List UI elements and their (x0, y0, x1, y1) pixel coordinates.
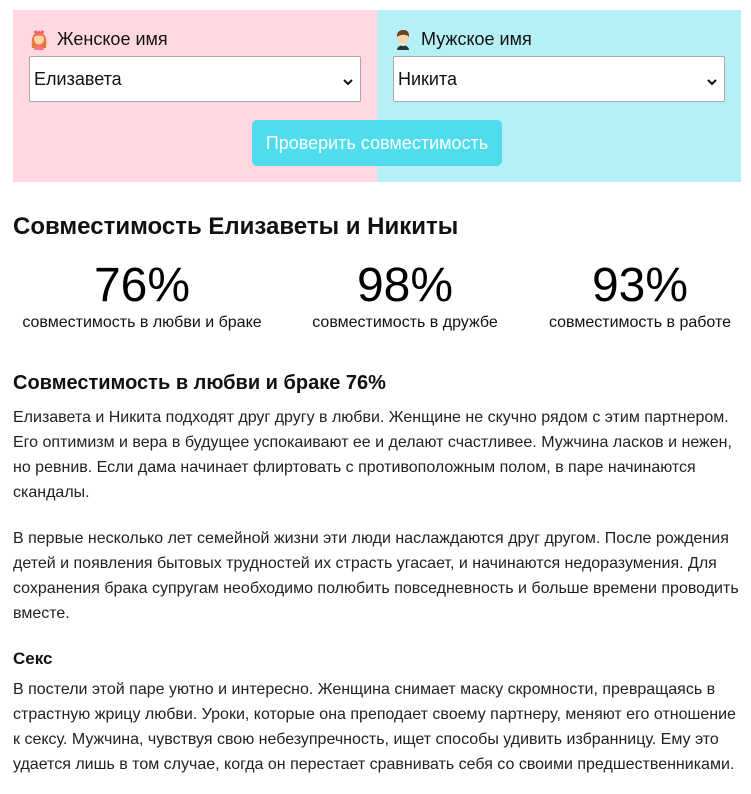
chevron-down-icon (706, 72, 718, 84)
boy-icon (393, 28, 413, 50)
male-name-label-text: Мужское имя (421, 28, 532, 49)
friendship-compatibility-stat (290, 258, 520, 332)
love-paragraph: Елизавета и Никита подходят друг другу в любви. Женщине не скучно рядом с этим партнером. Его оптимизм и вера в будущее успокаивают ее и делают счастливее. Мужчина ласков и нежен, но ревнив. Если дама начинает флиртовать с противоположным полом, в паре начинаются скандалы. (13, 409, 732, 501)
female-name-label (29, 28, 168, 50)
male-name-label (393, 28, 532, 50)
name-selector-panel (13, 10, 741, 182)
sex-section-title: Секс (13, 649, 53, 668)
love-paragraph: В первые несколько лет семейной жизни эти люди наслаждаются друг другом. После рождения детей и появления бытовых трудностей их страсть угасает, и начинаются недоразумения. Для сохранения брака супругам необходимо полюбить повседневность и больше времени проводить вместе. (13, 530, 739, 622)
love-compatibility-caption: совместимость в любви и браке (22, 314, 262, 331)
check-compatibility-button[interactable]: Проверить совместимость (252, 120, 502, 166)
love-compatibility-value: 76% (93, 259, 191, 312)
result-title: Совместимость Елизаветы и Никиты (13, 213, 459, 240)
chevron-down-icon (342, 72, 354, 84)
love-section-title: Совместимость в любви и браке 76% (13, 372, 386, 394)
male-name-selected-value: Никита (398, 68, 458, 89)
work-compatibility-stat (540, 258, 740, 332)
friendship-compatibility-value: 98% (356, 259, 454, 312)
sex-paragraph: В постели этой паре уютно и интересно. Женщина снимает маску скромности, превращаясь в страстную жрицу любви. Уроки, которые она преподает своему партнеру, меняют его отношение к сексу. Мужчина, чувствуя свою небезупречность, ищет способы удивить избранницу. Ему это удается лишь в том случае, когда он перестает сравнивать себя со своими предшественниками. (13, 681, 736, 773)
friendship-compatibility-caption: совместимость в дружбе (312, 314, 498, 331)
female-name-label-text: Женское имя (57, 28, 168, 49)
male-name-select[interactable] (393, 56, 725, 102)
girl-icon (29, 28, 49, 50)
female-name-select[interactable] (29, 56, 361, 102)
work-compatibility-caption: совместимость в работе (548, 314, 732, 331)
work-compatibility-value: 93% (591, 259, 689, 312)
love-compatibility-stat (13, 258, 271, 332)
female-name-selected-value: Елизавета (34, 68, 122, 89)
